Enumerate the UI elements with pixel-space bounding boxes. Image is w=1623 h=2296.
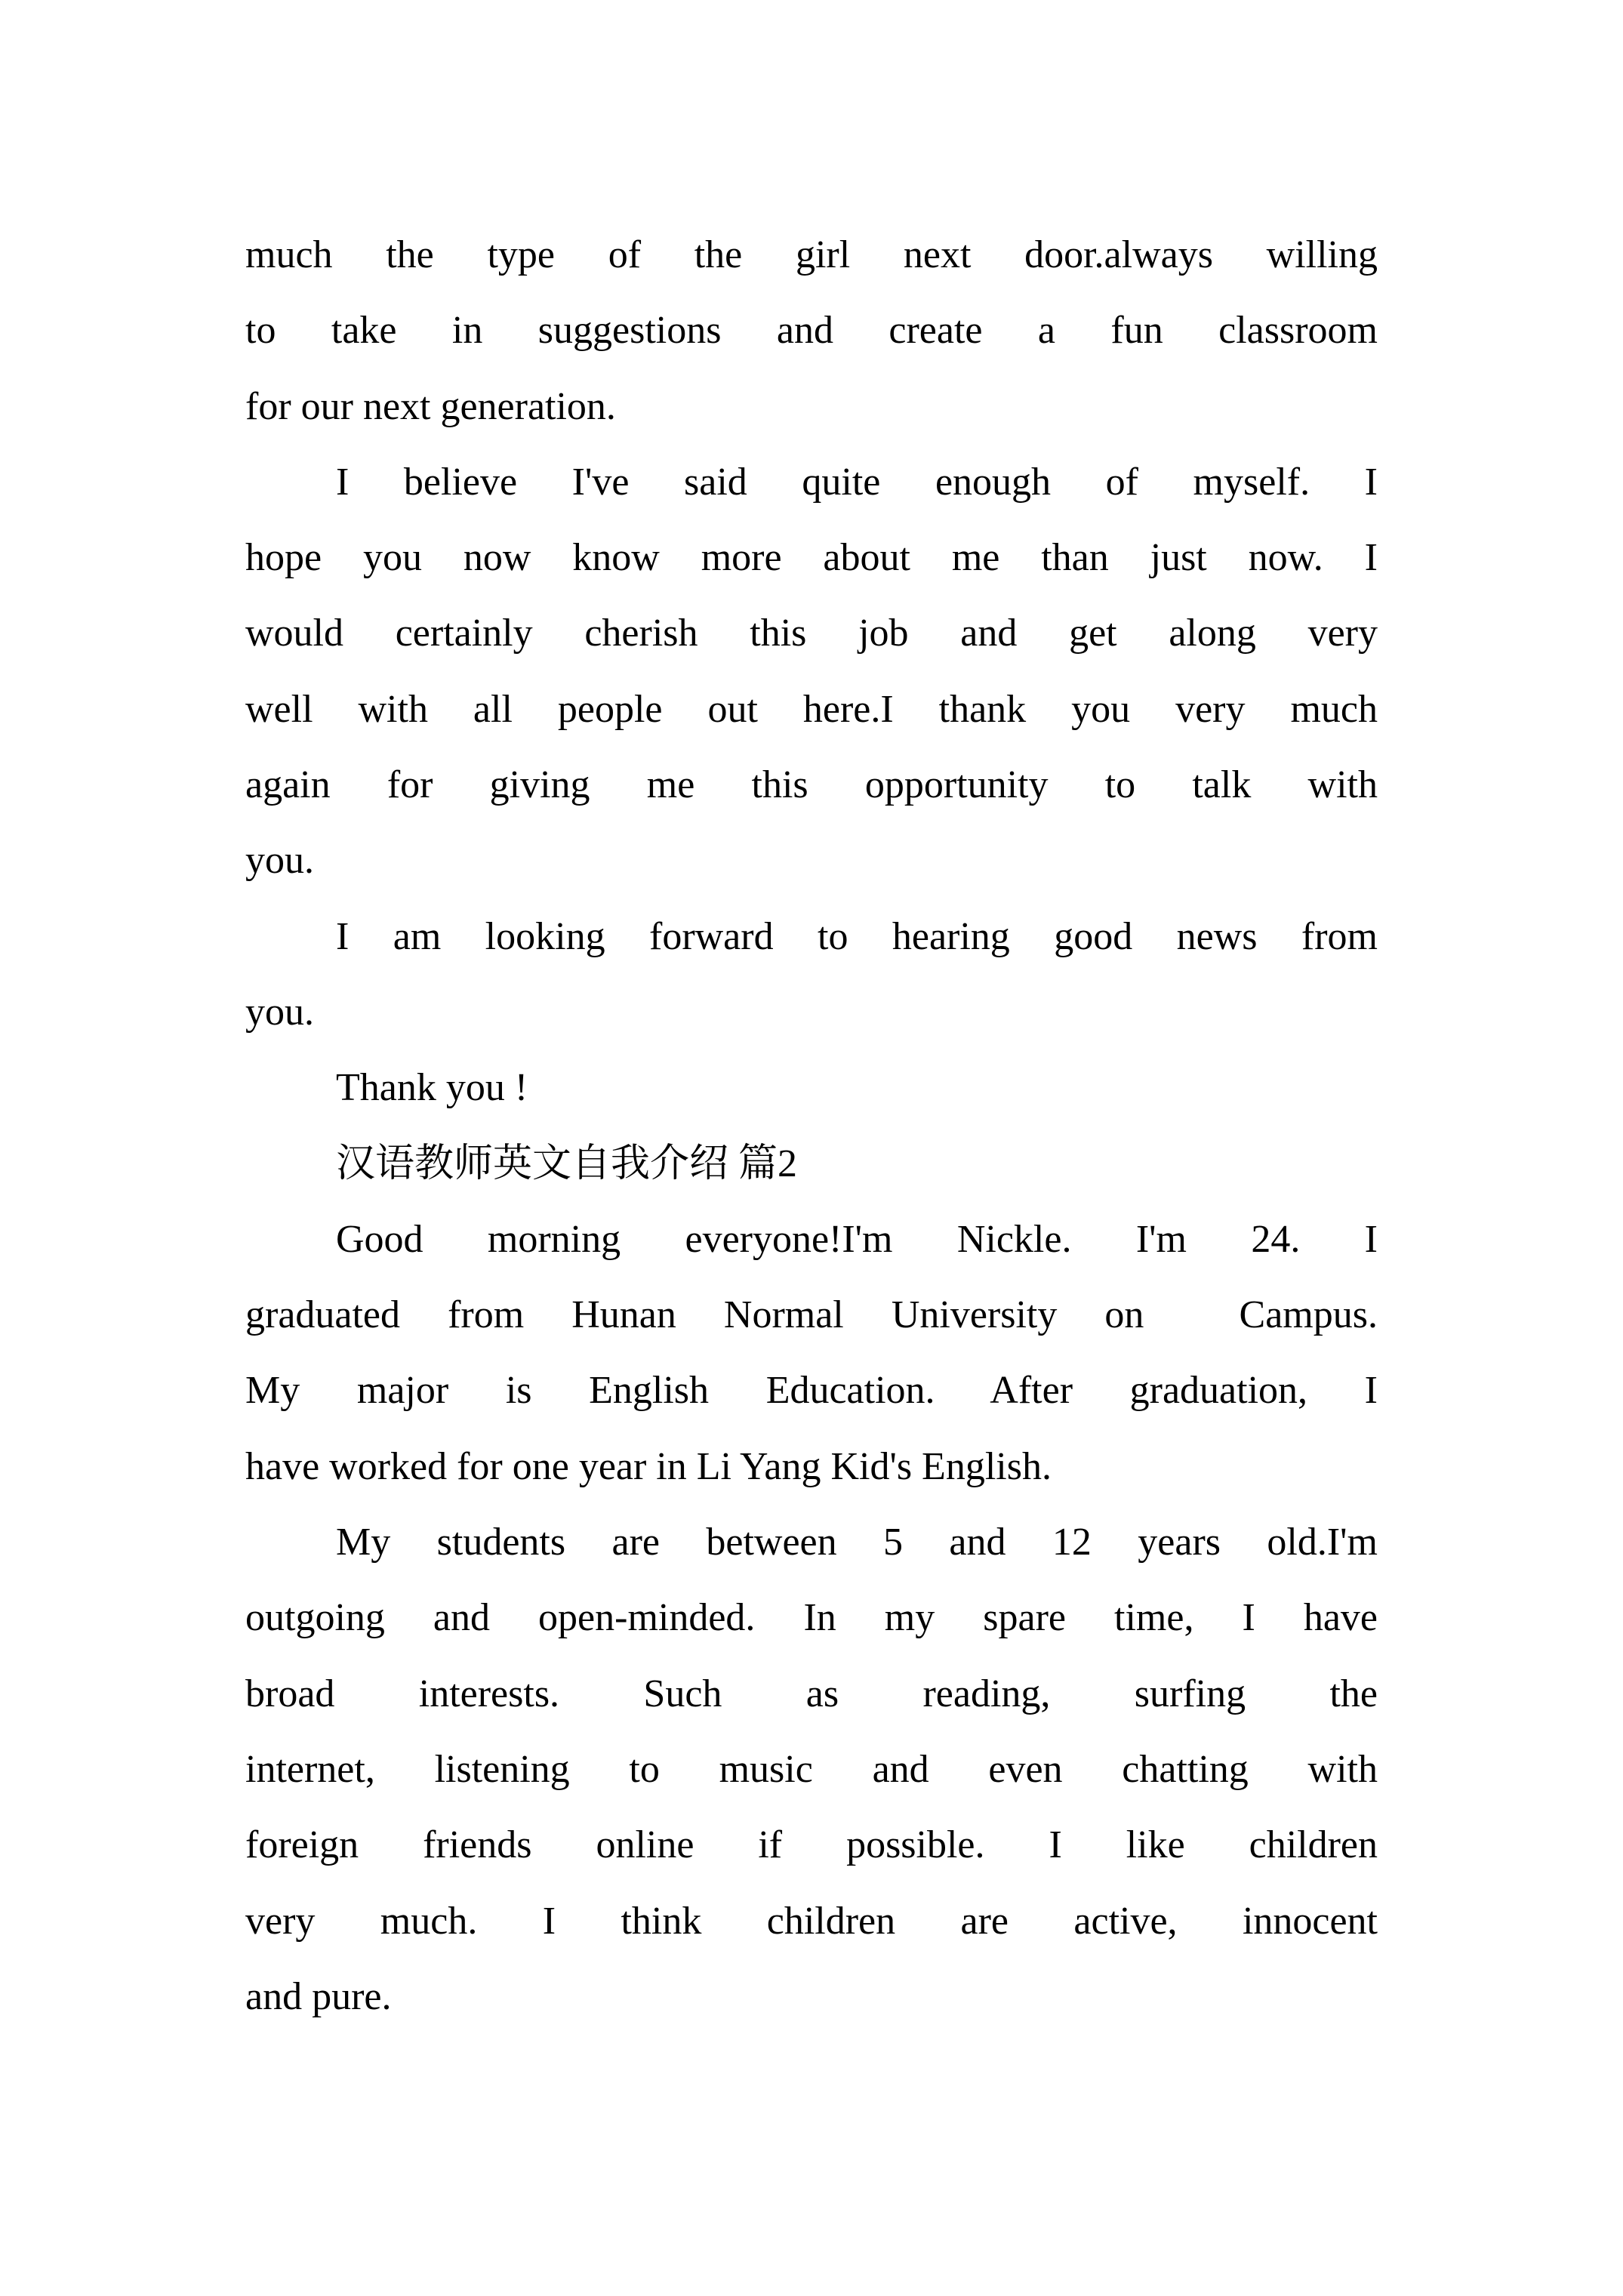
text-line: would certainly cherish this job and get along very — [245, 612, 1378, 655]
text-line: hope you now know more about me than just now. I — [245, 536, 1378, 580]
document-text — [245, 217, 1378, 2035]
text-line: My students are between 5 and 12 years old.I'm — [336, 1521, 1378, 1564]
text-line: Good morning everyone!I'm Nickle. I'm 24. I — [336, 1217, 1378, 1261]
text-line: you. — [245, 990, 314, 1034]
text-line: have worked for one year in Li Yang Kid's English. — [245, 1444, 1052, 1488]
text-line: and pure. — [245, 1974, 392, 2018]
section-heading: 汉语教师英文自我介绍 篇2 — [336, 1142, 798, 1185]
text-line: much the type of the girl next door.always willing — [245, 233, 1378, 276]
text-line: I am looking forward to hearing good news from — [336, 914, 1378, 958]
text-line: very much. I think children are active, innocent — [245, 1899, 1378, 1943]
text-line: you. — [245, 839, 314, 883]
text-line: My major is English Education. After graduation, I — [245, 1369, 1378, 1413]
text-line: to take in suggestions and create a fun classroom — [245, 309, 1378, 353]
text-line: graduated from Hunan Normal University on Campus. — [245, 1293, 1378, 1337]
text-line: foreign friends online if possible. I like children — [245, 1823, 1378, 1867]
text-line: again for giving me this opportunity to talk with — [245, 763, 1378, 807]
text-line: I believe I've said quite enough of myself. I — [336, 460, 1378, 504]
text-line: internet, listening to music and even chatting with — [245, 1747, 1378, 1791]
text-line: Thank you ! — [336, 1066, 528, 1110]
text-line: broad interests. Such as reading, surfing the — [245, 1672, 1378, 1715]
text-line: well with all people out here.I thank you very much — [245, 687, 1378, 731]
text-line: outgoing and open-minded. In my spare time, I have — [245, 1596, 1378, 1640]
text-line: for our next generation. — [245, 384, 616, 428]
